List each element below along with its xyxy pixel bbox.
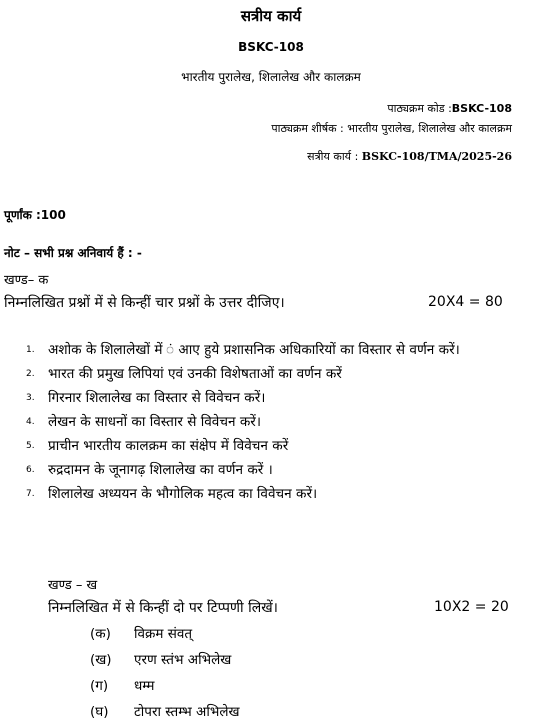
item-text: धम्म bbox=[134, 678, 155, 694]
question-text: शिलालेख अध्ययन के भौगोलिक महत्व का विवेचन करें। bbox=[48, 486, 318, 502]
note-line: नोट – सभी प्रश्न अनिवार्य हैं : - bbox=[4, 246, 142, 260]
document-title: सत्रीय कार्य bbox=[240, 7, 302, 25]
question-number: 3. bbox=[26, 393, 35, 403]
section-a-marks: 20X4 = 80 bbox=[428, 294, 503, 310]
course-subtitle: भारतीय पुरालेख, शिलालेख और कालक्रम bbox=[181, 70, 361, 84]
question-number: 5. bbox=[26, 441, 35, 451]
item-text: टोपरा स्तम्भ अभिलेख bbox=[134, 704, 240, 720]
question-text: अशोक के शिलालेखों में ं आए हुये प्रशासनिक अधिकारियों का विस्तार से वर्णन करें। bbox=[48, 342, 460, 358]
course-code-label: पाठ्यक्रम कोड : bbox=[387, 102, 452, 115]
course-title-label: पाठ्यक्रम शीर्षक : bbox=[271, 122, 348, 135]
question-number: 1. bbox=[26, 345, 35, 355]
course-title-value: भारतीय पुरालेख, शिलालेख और कालक्रम bbox=[347, 122, 512, 135]
section-b-heading: खण्ड – ख bbox=[48, 578, 98, 593]
course-code-heading: BSKC-108 bbox=[238, 40, 304, 54]
assignment-label: सत्रीय कार्य : bbox=[307, 150, 362, 163]
question-number: 2. bbox=[26, 369, 35, 379]
assignment-line bbox=[307, 149, 512, 164]
question-number: 4. bbox=[26, 417, 35, 427]
item-text: विक्रम संवत् bbox=[134, 626, 193, 642]
question-text: प्राचीन भारतीय कालक्रम का संक्षेप में विवेचन करें bbox=[48, 438, 289, 454]
question-text: गिरनार शिलालेख का विस्तार से विवेचन करें। bbox=[48, 390, 266, 406]
question-number: 6. bbox=[26, 465, 35, 475]
item-label: (क) bbox=[90, 626, 111, 642]
total-marks: पूर्णांक :100 bbox=[4, 208, 66, 222]
item-label: (ग) bbox=[90, 678, 109, 694]
course-code-value: BSKC-108 bbox=[451, 102, 512, 115]
item-label: (घ) bbox=[90, 704, 109, 720]
item-text: एरण स्तंभ अभिलेख bbox=[134, 652, 232, 668]
section-a-heading: खण्ड– क bbox=[4, 273, 49, 288]
course-title-line bbox=[271, 121, 512, 136]
assignment-value: BSKC-108/TMA/2025-26 bbox=[361, 150, 512, 163]
section-b-marks: 10X2 = 20 bbox=[434, 599, 509, 615]
section-a-instruction: निम्नलिखित प्रश्नों में से किन्हीं चार प्रश्नों के उत्तर दीजिए। bbox=[4, 295, 285, 311]
item-label: (ख) bbox=[90, 652, 112, 668]
question-text: रुद्रदामन के जूनागढ़ शिलालेख का वर्णन करें । bbox=[48, 462, 273, 478]
question-text: लेखन के साधनों का विस्तार से विवेचन करें। bbox=[48, 414, 262, 430]
question-number: 7. bbox=[26, 489, 35, 499]
section-b-instruction: निम्नलिखित में से किन्हीं दो पर टिप्पणी लिखें। bbox=[48, 600, 278, 616]
course-code-line bbox=[387, 101, 512, 116]
question-text: भारत की प्रमुख लिपियां एवं उनकी विशेषताओं का वर्णन करें bbox=[48, 366, 342, 382]
